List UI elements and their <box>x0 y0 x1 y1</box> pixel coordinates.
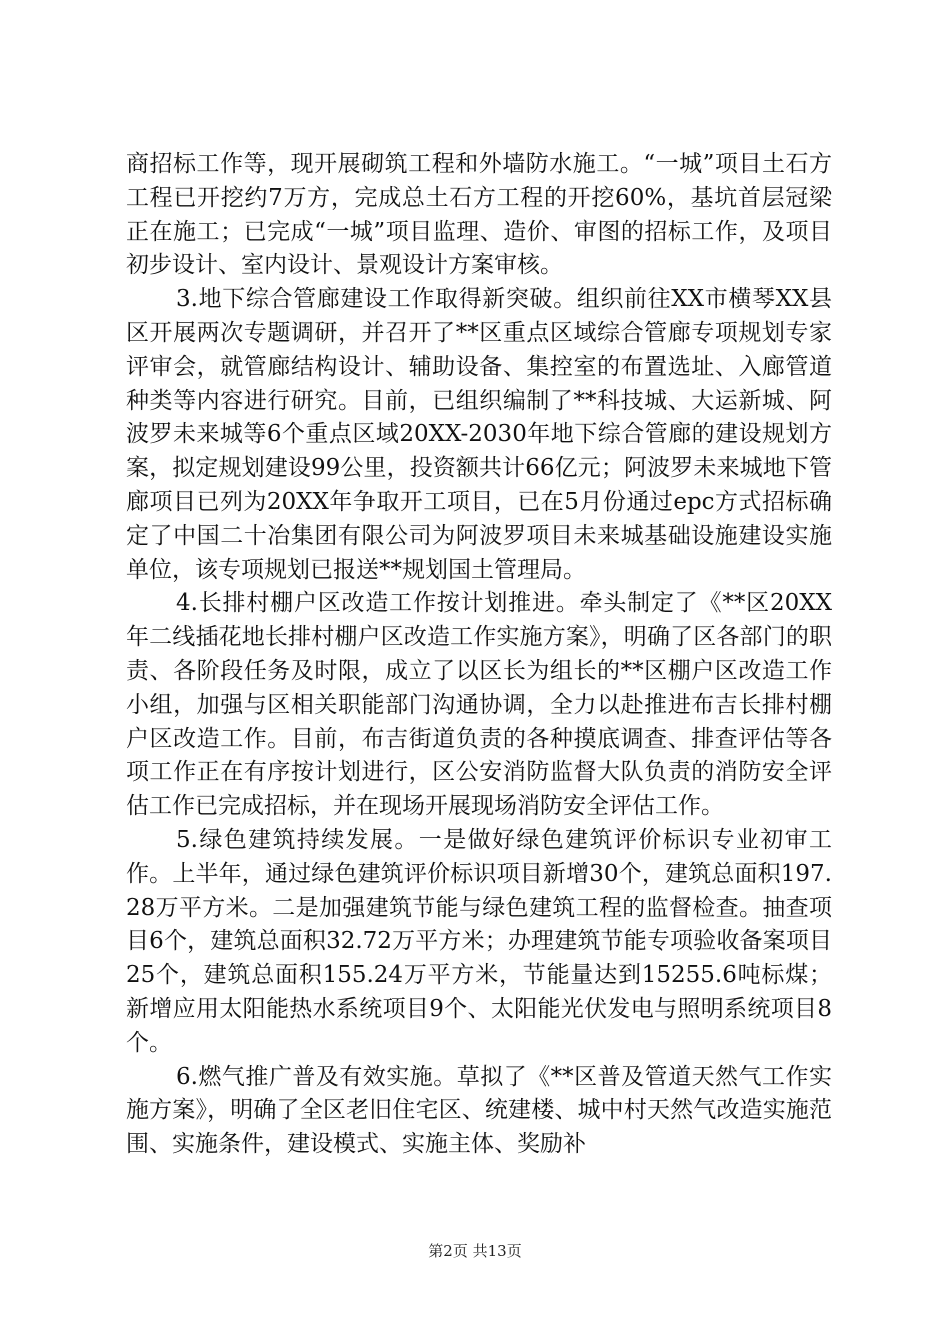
paragraph-1: 商招标工作等，现开展砌筑工程和外墙防水施工。“一城”项目土石方工程已开挖约7万方，完成总土石方工程的开挖60%，基坑首层冠梁正在施工；已完成“一城”项目监理、造价、审图的招标工作，及项目初步设计、室内设计、景观设计方案审核。 <box>126 151 832 279</box>
paragraph-2: 3.地下综合管廊建设工作取得新突破。组织前往XX市横琴XX县区开展两次专题调研，并召开了**区重点区域综合管廊专项规划专家评审会，就管廊结构设计、辅助设备、集控室的布置选址、入廊管道种类等内容进行研究。目前，已组织编制了**科技城、大运新城、阿波罗未来城等6个重点区域20XX-2030年地下综合管廊的建设规划方案，拟定规划建设99公里，投资额共计66亿元；阿波罗未来城地下管廊项目已列为20XX年争取开工项目，已在5月份通过epc方式招标确定了中国二十冶集团有限公司为阿波罗项目未来城基础设施建设实施单位，该专项规划已报送**规划国土管理局。 <box>126 286 832 583</box>
page-footer: 第2页 共13页 <box>428 1242 522 1260</box>
document-body <box>126 148 832 1162</box>
paragraph-3: 4.长排村棚户区改造工作按计划推进。牵头制定了《**区20XX年二线插花地长排村棚户区改造工作实施方案》，明确了区各部门的职责、各阶段任务及时限，成立了以区长为组长的**区棚户区改造工作小组，加强与区相关职能部门沟通协调，全力以赴推进布吉长排村棚户区改造工作。目前，布吉街道负责的各种摸底调查、排查评估等各项工作正在有序按计划进行，区公安消防监督大队负责的消防安全评估工作已完成招标，并在现场开展现场消防安全评估工作。 <box>126 590 832 820</box>
paragraph-4: 5.绿色建筑持续发展。一是做好绿色建筑评价标识专业初审工作。上半年，通过绿色建筑评价标识项目新增30个，建筑总面积197.28万平方米。二是加强建筑节能与绿色建筑工程的监督检查。抽查项目6个，建筑总面积32.72万平方米；办理建筑节能专项验收备案项目25个，建筑总面积155.24万平方米，节能量达到15255.6吨标煤；新增应用太阳能热水系统项目9个、太阳能光伏发电与照明系统项目8个。 <box>126 826 832 1056</box>
paragraph-5: 6.燃气推广普及有效实施。草拟了《**区普及管道天然气工作实施方案》，明确了全区老旧住宅区、统建楼、城中村天然气改造实施范围、实施条件，建设模式、实施主体、奖励补 <box>126 1063 832 1158</box>
